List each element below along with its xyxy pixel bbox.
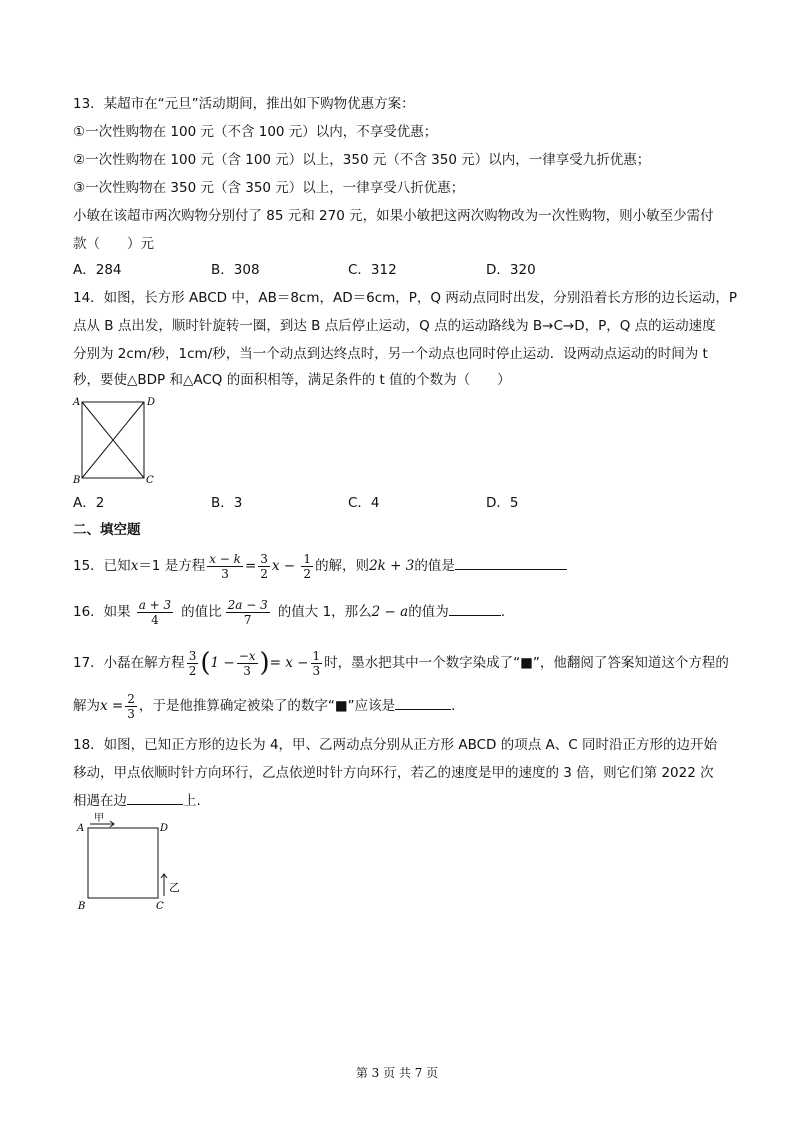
q13-line-5: 小敏在该超市两次购物分别付了 85 元和 270 元，如果小敏把这两次购物改为一次性购物，则小敏至少需付 [73, 208, 714, 224]
q18-label-a: A [77, 823, 85, 834]
q14-label-b: B [73, 475, 81, 486]
q14-line-2: 点从 B 点出发，顺时针旋转一圈，到达 B 点后停止运动，Q 点的运动路线为 B→C→D，P，Q 点的运动速度 [73, 318, 716, 334]
q16-fraction-1: $\frac{a + 3}{4}$ [138, 597, 172, 627]
q14-label-c: C [146, 475, 154, 486]
q17-pre: 17．小磊在解方程 [73, 655, 185, 671]
q15-line [73, 550, 567, 582]
q13-options [73, 260, 633, 280]
q17-post: 时，墨水把其中一个数字染成了“■”，他翻阅了答案知道这个方程的 [324, 655, 729, 671]
q14-option-d: D．5 [486, 495, 519, 511]
q17-line-2: 解为x = $\frac{2}{3}$ ，于是他推算确定被染了的数字“■”应该是 . [73, 691, 456, 721]
q14-label-d: D [147, 397, 156, 408]
q16-mid2: 的值大 1，那么 [277, 604, 372, 620]
q18-line-1: 18．如图，已知正方形的边长为 4，甲、乙两动点分别从正方形 ABCD 的项点 A、C 同时沿正方形的边开始 [73, 737, 717, 753]
q15-fraction-2: $\frac{3}{2}$ [260, 551, 268, 581]
q17-line2-post: ，于是他推算确定被染了的数字“■”应该是 [138, 698, 396, 714]
q16-post: 的值为 [408, 604, 449, 620]
q17-line-1: 17．小磊在解方程 $\frac{3}{2}$ (1 − $\frac{-x}{3}$ )= x − $\frac{1}{3}$ 时，墨水把其中一个数字染成了“■”，他翻阅了答案知道这个方程的 [73, 648, 729, 678]
q13-line-6: 款（ ）元 [73, 236, 154, 252]
q16-line: 16．如果 $\frac{a + 3}{4}$ 的值比 $\frac{2a - 3}{7}$ 的值大 1，那么2 − a的值为 . [73, 597, 506, 627]
q15-post: 的值是 [414, 558, 455, 574]
q15-minus: − [279, 558, 300, 574]
q13-option-c: C．312 [348, 262, 397, 278]
q18-line-3: 相遇在边 上. [73, 790, 201, 811]
q14-option-c: C．4 [348, 495, 380, 511]
q14-line-1: 14．如图，长方形 ABCD 中，AB＝8cm，AD＝6cm，P，Q 两动点同时出发，分别沿着长方形的边长运动，P [73, 290, 737, 306]
q15-x2: x [271, 558, 280, 574]
q17-answer-blank[interactable] [395, 695, 451, 710]
q16-mid: 的值比 [181, 604, 222, 620]
q15-fraction-3: $\frac{1}{2}$ [303, 551, 312, 581]
q17-fraction-2: $\frac{-x}{3}$ [238, 648, 256, 678]
q15-equals: = [244, 558, 257, 574]
q16-fraction-2: $\frac{2a - 3}{7}$ [227, 597, 268, 627]
q17-fraction-3: $\frac{1}{3}$ [312, 648, 321, 678]
q13-option-d: D．320 [486, 262, 536, 278]
q17-inner: 1 − [210, 655, 235, 671]
q14-rectangle-figure [70, 394, 160, 488]
q18-line-2: 移动，甲点依顺时针方向环行，乙点依逆时针方向环行，若乙的速度是甲的速度的 3 倍，则它们第 2022 次 [73, 765, 714, 781]
q18-yi-label: 乙 [169, 881, 180, 894]
q13-line-1: 13．某超市在“元旦”活动期间，推出如下购物优惠方案： [73, 96, 415, 112]
q13-option-b: B．308 [211, 262, 260, 278]
q15-mid1: ＝1 是方程 [138, 558, 206, 574]
q14-line-4: 秒，要使△BDP 和△ACQ 的面积相等，满足条件的 t 值的个数为（ ） [73, 372, 511, 388]
q15-answer-blank[interactable] [455, 555, 567, 570]
q16-pre: 16．如果 [73, 604, 131, 620]
q13-option-a: A．284 [73, 262, 122, 278]
q15-expression: 2k + 3 [369, 558, 415, 574]
q18-label-b: B [78, 901, 86, 912]
section-heading: 二、填空题 [73, 522, 141, 538]
q15-x: x [130, 558, 139, 574]
q14-option-b: B．3 [211, 495, 243, 511]
q16-answer-blank[interactable] [449, 601, 501, 616]
q14-option-a: A．2 [73, 495, 105, 511]
q17-fraction-4: $\frac{2}{3}$ [127, 691, 135, 721]
q18-answer-blank[interactable] [127, 790, 183, 805]
q15-pre: 15．已知 [73, 558, 131, 574]
q14-label-a: A [73, 397, 81, 408]
q18-jia-label: 甲 [94, 813, 104, 824]
q13-line-4: ③一次性购物在 350 元（含 350 元）以上，一律享受八折优惠； [73, 180, 465, 196]
q14-line-3: 分别为 2cm/秒，1cm/秒，当一个动点到达终点时，另一个动点也同时停止运动．设两动点运动的时间为 t [73, 346, 708, 362]
page-footer: 第 3 页 共 7 页 [355, 1066, 439, 1080]
q14-options [73, 493, 633, 513]
q13-line-3: ②一次性购物在 100 元（含 100 元）以上，350 元（不含 350 元）以内，一律享受九折优惠； [73, 152, 651, 168]
q18-square-figure [72, 812, 192, 916]
q18-label-c: C [156, 901, 164, 912]
q17-fraction-1: $\frac{3}{2}$ [188, 648, 197, 678]
q17-solution-eq: x = [100, 698, 124, 714]
q16-expression: 2 − a [371, 604, 409, 620]
q15-fraction-1: $\frac{x - k}{3}$ [209, 551, 241, 581]
q17-equals: = x − [269, 655, 309, 671]
q15-mid2: 的解，则 [315, 558, 370, 574]
q13-line-2: ①一次性购物在 100 元（不含 100 元）以内，不享受优惠； [73, 124, 438, 140]
q18-label-d: D [160, 823, 169, 834]
